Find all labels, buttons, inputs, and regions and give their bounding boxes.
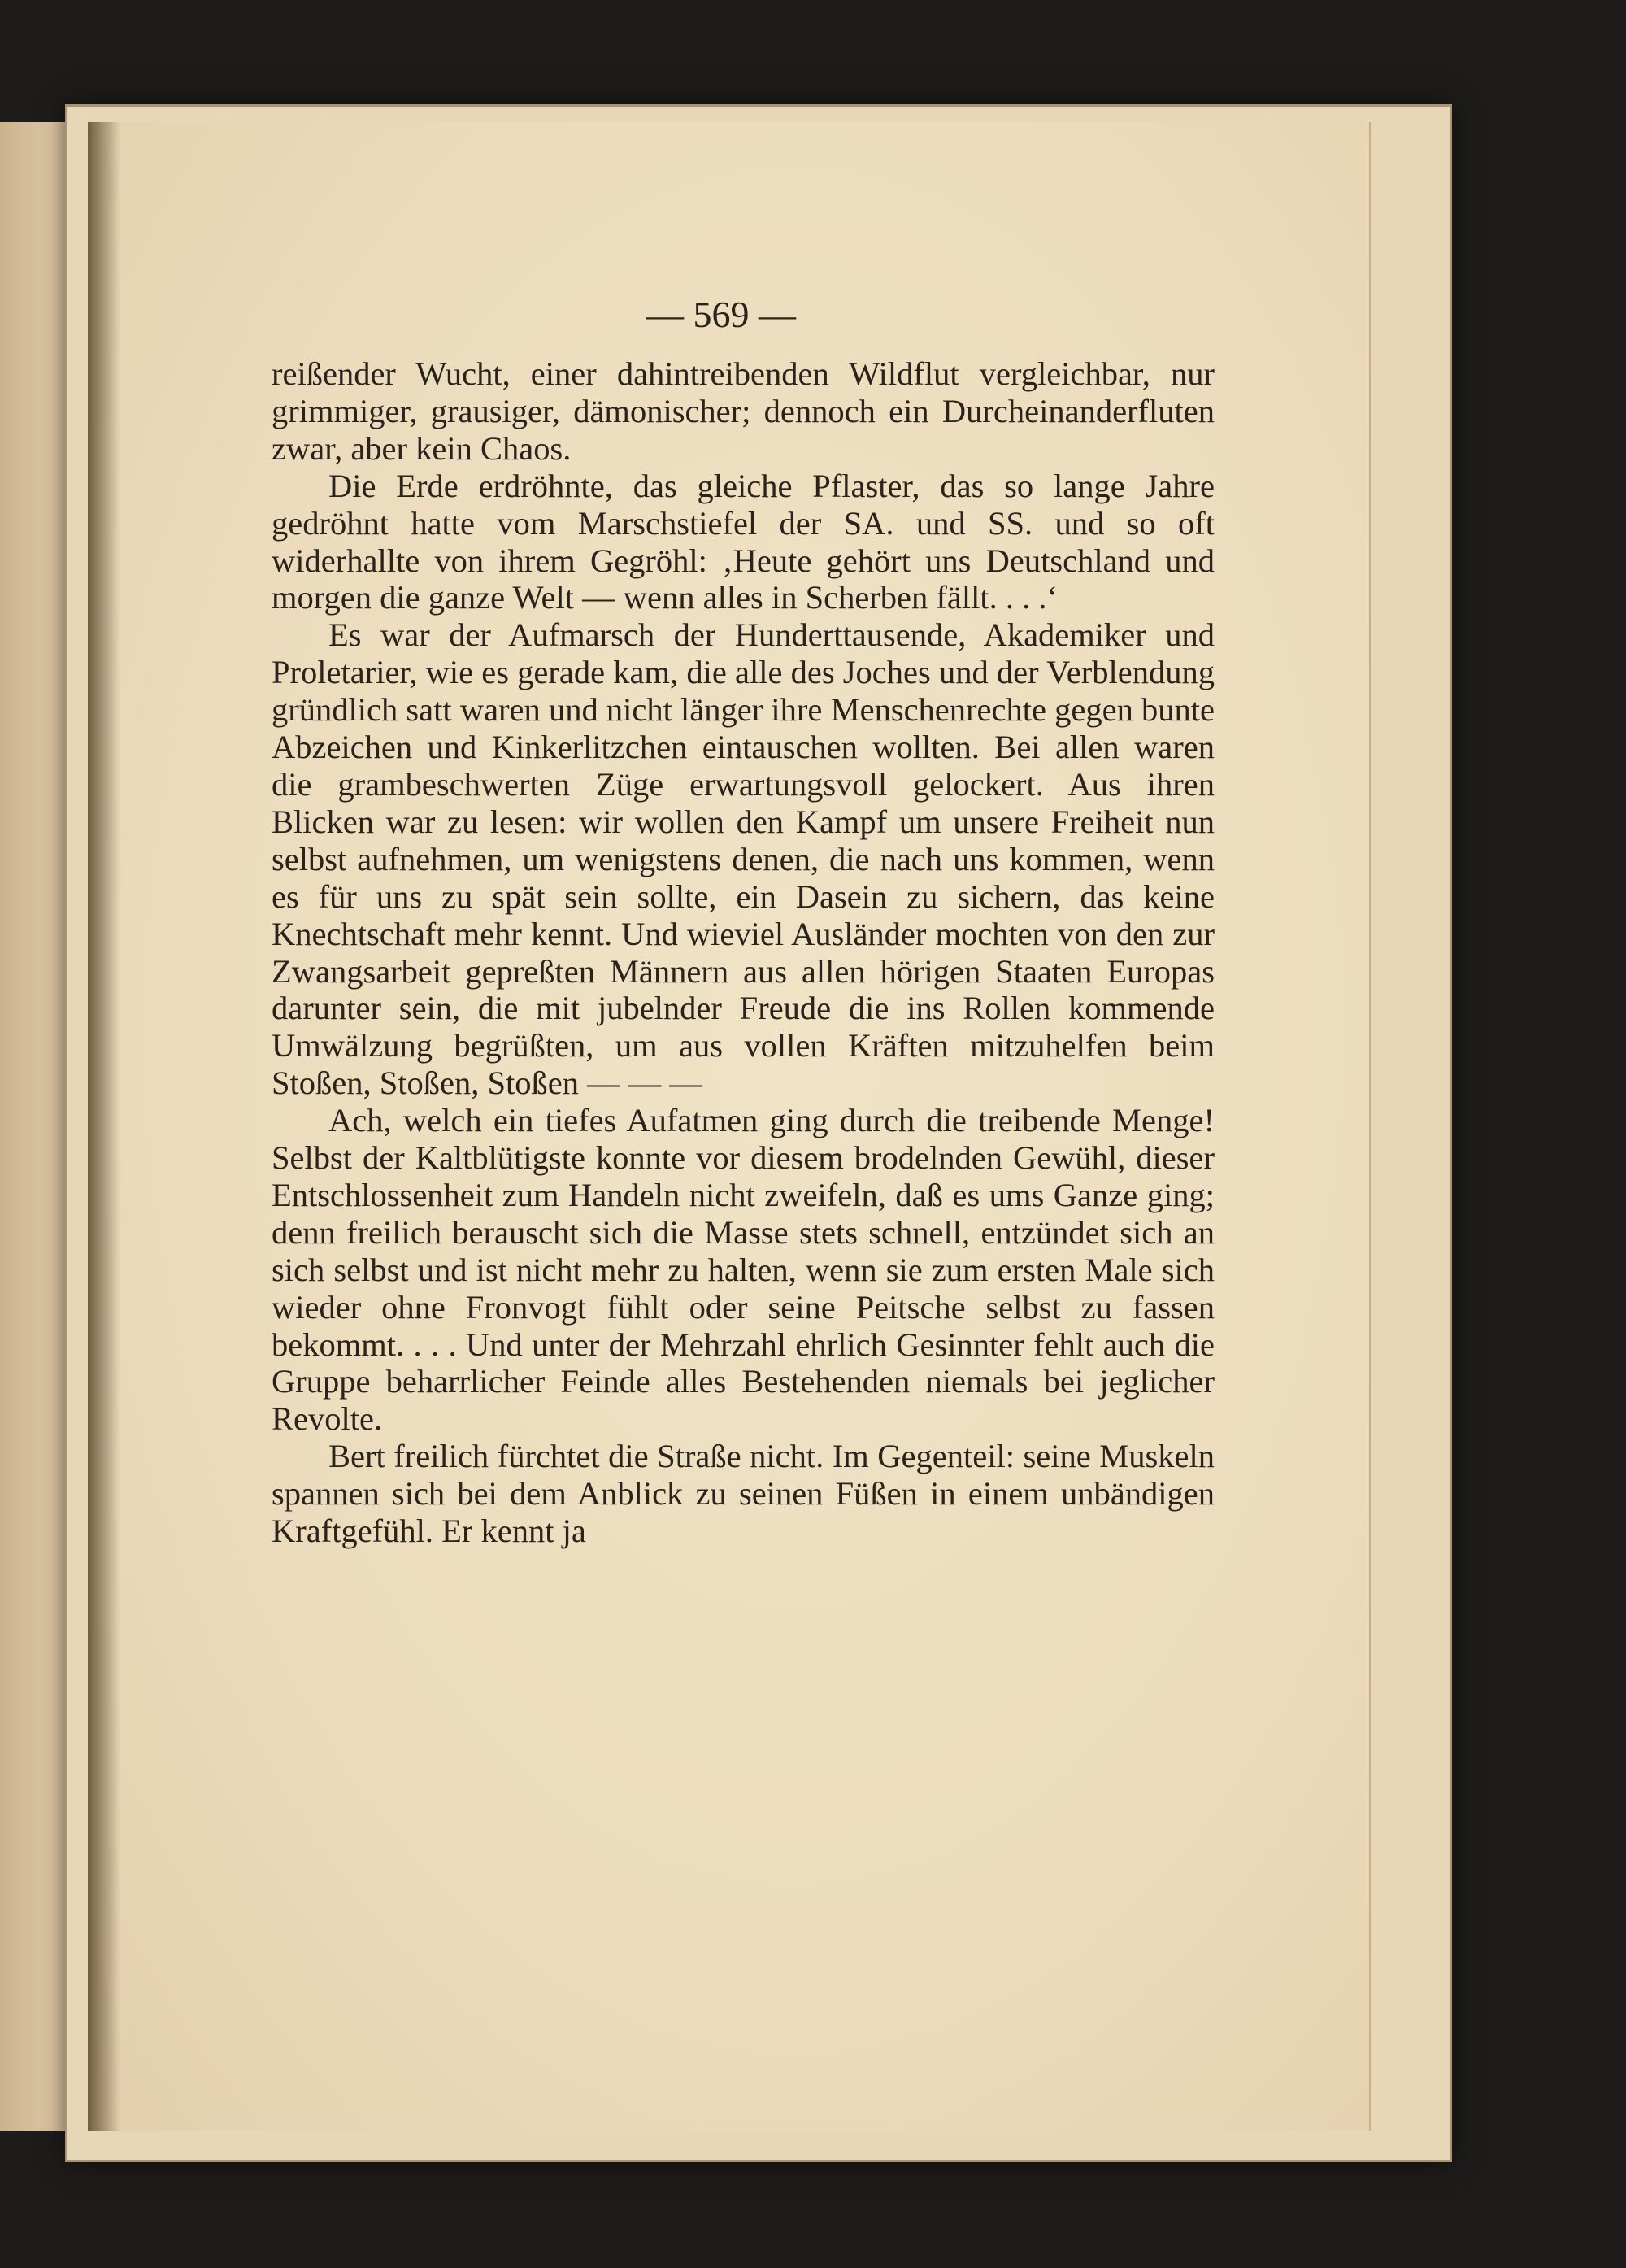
paragraph-1: reißender Wucht, einer dahintreibenden Wildflut vergleichbar, nur grimmiger, grausiger, dämonischer; dennoch ein Durcheinanderfluten zwar, aber kein Chaos. [272,355,1215,467]
body-text [272,355,1215,1550]
paragraph-4: Ach, welch ein tiefes Aufatmen ging durch die treibende Menge! Selbst der Kaltblütigste konnte vor diesem brodelnden Gewühl, dieser Entschlossenheit zum Handeln nicht zweifeln, daß es ums Ganze ging; denn freilich berauscht sich die Masse stets schnell, entzündet sich an sich selbst und ist nicht mehr zu halten, wenn sie zum ersten Male sich wieder ohne Fronvogt fühlt oder seine Peitsche selbst zu fassen bekommt. . . . Und unter der Mehrzahl ehrlich Gesinnter fehlt auch die Gruppe beharrlicher Feinde alles Bestehenden niemals bei jeglicher Revolte. [272,1102,1215,1438]
book-page [96,122,1371,2131]
paragraph-3: Es war der Aufmarsch der Hunderttausende, Akademiker und Proletarier, wie es gerade kam, die alle des Joches und der Verblendung gründlich satt waren und nicht länger ihre Menschenrechte gegen bunte Abzeichen und Kinkerlitzchen eintauschen wollten. Bei allen waren die grambeschwerten Züge erwartungsvoll gelockert. Aus ihren Blicken war zu lesen: wir wollen den Kampf um unsere Freiheit nun selbst aufnehmen, um wenigstens denen, die nach uns kommen, wenn es für uns zu spät sein sollte, ein Dasein zu sichern, das keine Knechtschaft mehr kennt. Und wieviel Ausländer mochten von den zur Zwangsarbeit gepreßten Männern aus allen hörigen Staaten Europas darunter sein, die mit jubelnder Freude die ins Rollen kommende Umwälzung begrüßten, um aus vollen Kräften mitzuhelfen beim Stoßen, Stoßen, Stoßen — — — [272,616,1215,1102]
page-number: — 569 — [646,294,796,335]
gutter-shadow [88,122,120,2131]
paragraph-2: Die Erde erdröhnte, das gleiche Pflaster, das so lange Jahre gedröhnt hatte vom Marschstiefel der SA. und SS. und so oft widerhallte von ihrem Gegröhl: ‚Heute gehört uns Deutschland und morgen die ganze Welt — wenn alles in Scherben fällt. . . .‘ [272,467,1215,616]
paragraph-5: Bert freilich fürchtet die Straße nicht. Im Gegenteil: seine Muskeln spannen sich bei dem Anblick zu seinen Füßen in einem unbändigen Kraftgefühl. Er kennt ja [272,1438,1215,1550]
